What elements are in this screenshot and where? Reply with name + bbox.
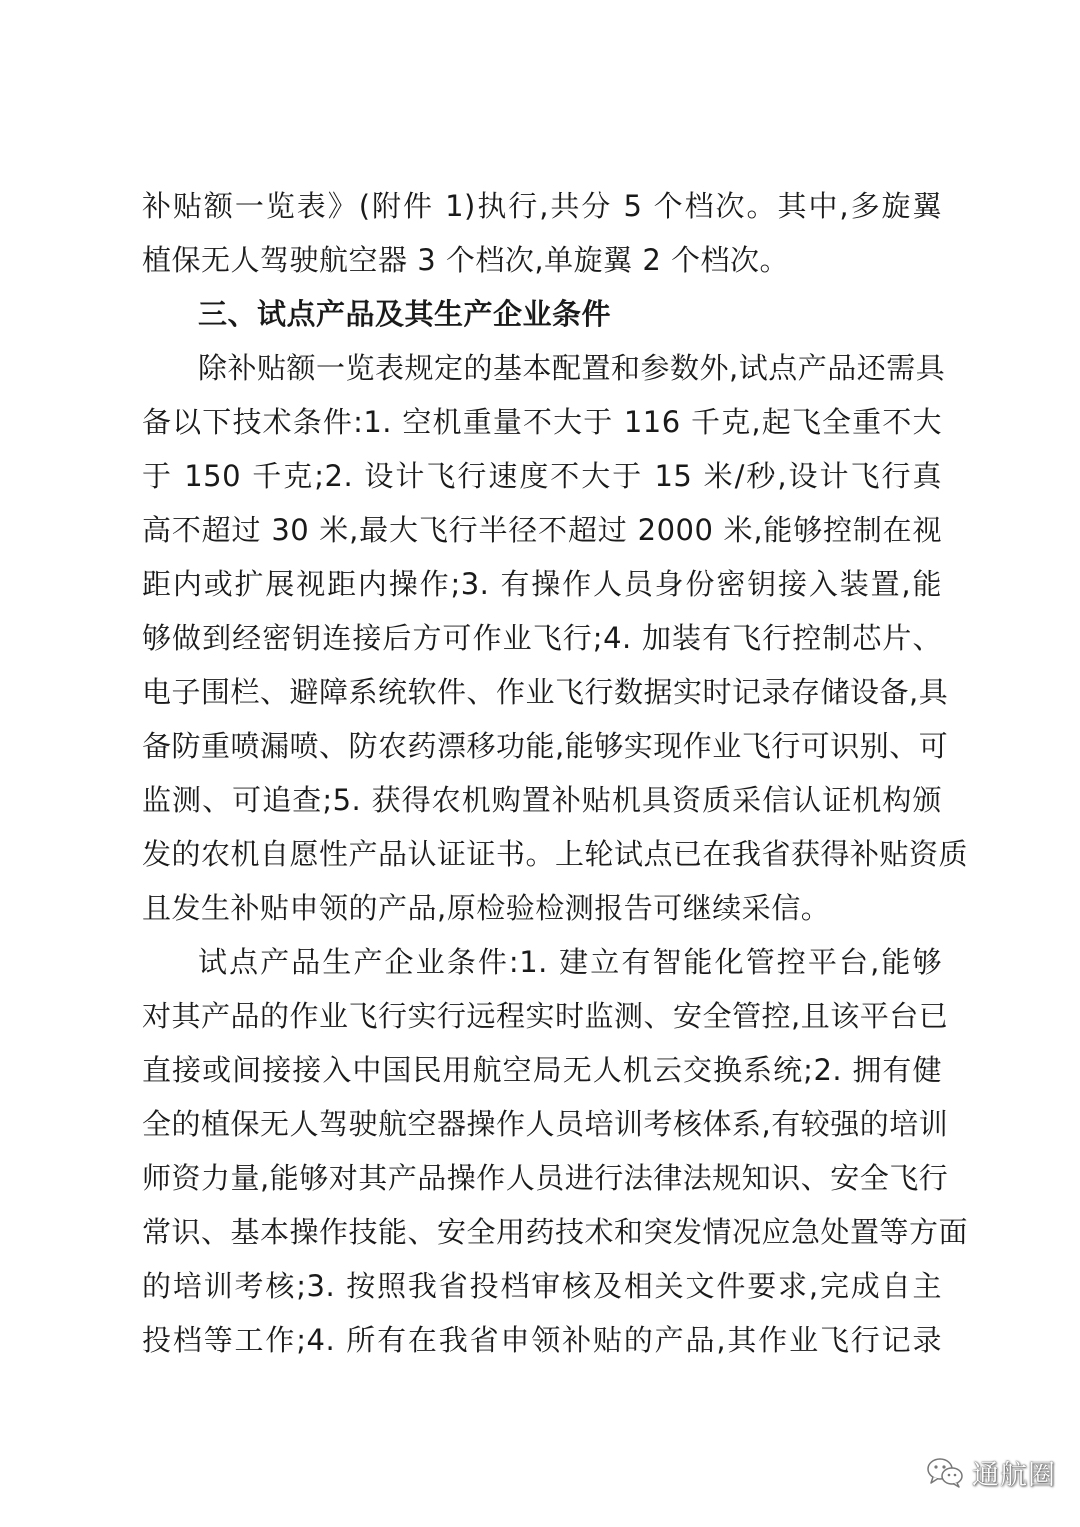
text-line: 直接或间接接入中国民用航空局无人机云交换系统;2. 拥有健	[142, 1053, 942, 1087]
text-line: 电子围栏、避障系统软件、作业飞行数据实时记录存储设备,具	[142, 675, 949, 709]
text-line: 补贴额一览表》(附件 1)执行,共分 5 个档次。其中,多旋翼	[142, 189, 942, 223]
text-line: 且发生补贴申领的产品,原检验检测报告可继续采信。	[142, 891, 831, 925]
text-line: 试点产品生产企业条件:1. 建立有智能化管控平台,能够	[198, 945, 942, 979]
text-line: 监测、可追查;5. 获得农机购置补贴机具资质采信认证机构颁	[142, 783, 942, 817]
text-line: 高不超过 30 米,最大飞行半径不超过 2000 米,能够控制在视	[142, 513, 942, 547]
text-line: 够做到经密钥连接后方可作业飞行;4. 加装有飞行控制芯片、	[142, 621, 942, 655]
text-line: 植保无人驾驶航空器 3 个档次,单旋翼 2 个档次。	[142, 243, 789, 277]
text-line: 对其产品的作业飞行实行远程实时监测、安全管控,且该平台已	[142, 999, 949, 1033]
text-line: 距内或扩展视距内操作;3. 有操作人员身份密钥接入装置,能	[142, 567, 942, 601]
text-line: 师资力量,能够对其产品操作人员进行法律法规知识、安全飞行	[142, 1161, 949, 1195]
section-heading: 三、试点产品及其生产企业条件	[198, 297, 612, 331]
watermark-text: 通航圈	[972, 1459, 1056, 1491]
text-line: 除补贴额一览表规定的基本配置和参数外,试点产品还需具	[198, 351, 946, 385]
wechat-icon	[926, 1456, 964, 1488]
text-line: 投档等工作;4. 所有在我省申领补贴的产品,其作业飞行记录	[142, 1323, 942, 1357]
text-line: 常识、基本操作技能、安全用药技术和突发情况应急处置等方面	[142, 1215, 969, 1249]
text-line: 发的农机自愿性产品认证证书。上轮试点已在我省获得补贴资质	[142, 837, 969, 871]
text-line: 的培训考核;3. 按照我省投档审核及相关文件要求,完成自主	[142, 1269, 942, 1303]
watermark	[926, 1452, 1056, 1492]
text-line: 全的植保无人驾驶航空器操作人员培训考核体系,有较强的培训	[142, 1107, 949, 1141]
text-line: 于 150 千克;2. 设计飞行速度不大于 15 米/秒,设计飞行真	[142, 459, 942, 493]
text-line: 备以下技术条件:1. 空机重量不大于 116 千克,起飞全重不大	[142, 405, 942, 439]
text-line: 备防重喷漏喷、防农药漂移功能,能够实现作业飞行可识别、可	[142, 729, 949, 763]
